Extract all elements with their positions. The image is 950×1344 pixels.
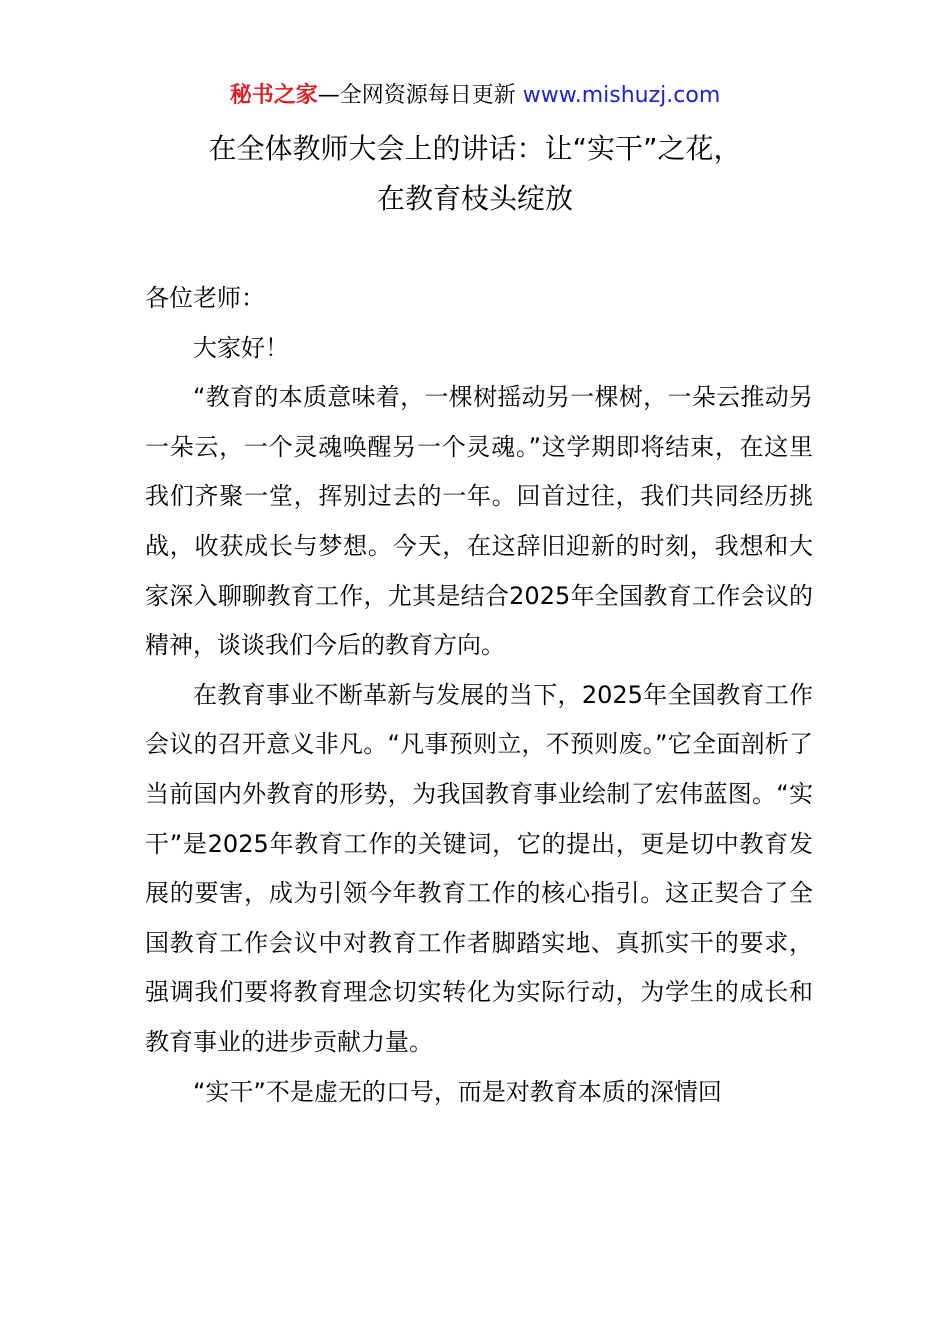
salutation: 各位老师： bbox=[145, 284, 265, 312]
site-header bbox=[0, 80, 950, 112]
paragraph-3: “实干”不是虚无的口号，而是对教育本质的深情回 bbox=[193, 1077, 722, 1106]
title-line-1: 在全体教师大会上的讲话：让“实干”之花， bbox=[208, 132, 742, 165]
paragraph-1: “教育的本质意味着，一棵树摇动另一棵树，一朵云推动另一朵云，一个灵魂唤醒另一个灵魂。”这学期即将结束，在这里我们齐聚一堂，挥别过去的一年。回首过往，我们共同经历挑战，收获成长与梦想。今天，在这辞旧迎新的时刻，我想和大家深入聊聊教育工作，尤其是结合2025年全国教育工作会议的精神，谈谈我们今后的教育方向。 bbox=[145, 383, 813, 660]
paragraph-greeting: 大家好！ bbox=[193, 333, 289, 362]
paragraph-2: 在教育事业不断革新与发展的当下，2025年全国教育工作会议的召开意义非凡。“凡事预则立，不预则废。”它全面剖析了当前国内外教育的形势，为我国教育事业绘制了宏伟蓝图。“实干”是2025年教育工作的关键词，它的提出，更是切中教育发展的要害，成为引领今年教育工作的核心指引。这正契合了全国教育工作会议中对教育工作者脚踏实地、真抓实干的要求，强调我们要将教育理念切实转化为实际行动，为学生的成长和教育事业的进步贡献力量。 bbox=[145, 680, 813, 1056]
document-body bbox=[145, 274, 813, 1117]
title-line-2: 在教育枝头绽放 bbox=[376, 182, 573, 215]
site-url-link[interactable]: www.mishuzj.com bbox=[515, 83, 721, 108]
document-title bbox=[60, 124, 890, 224]
header-tagline: —全网资源每日更新 bbox=[317, 83, 516, 108]
brand-name: 秘书之家 bbox=[229, 83, 318, 108]
